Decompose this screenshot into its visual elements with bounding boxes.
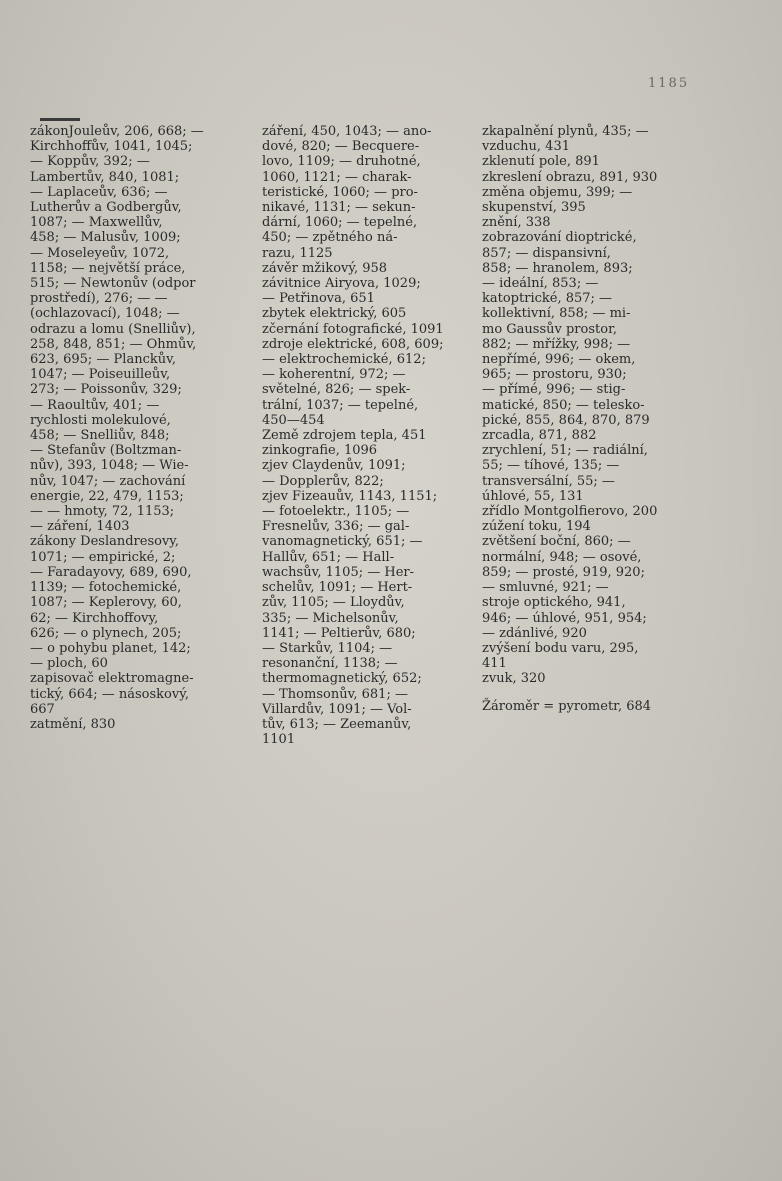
index-line: — záření, 1403: [30, 519, 130, 535]
index-line: Fresnelův, 336; — gal-: [262, 519, 410, 535]
index-line: zův, 1105; — Lloydův,: [262, 595, 405, 611]
index-line: zrychlení, 51; — radiální,: [482, 443, 648, 459]
index-line: nepřímé, 996; — okem,: [482, 352, 636, 368]
index-line: stroje optického, 941,: [482, 595, 626, 611]
index-line: odrazu a lomu (Snelliův),: [30, 321, 196, 337]
index-line: prostředí), 276; — —: [30, 291, 168, 307]
index-line: zapisovač elektromagne-: [30, 671, 194, 687]
index-line: dové, 820; — Becquere-: [262, 139, 420, 155]
index-line: — Faradayovy, 689, 690,: [30, 564, 192, 580]
index-line: Villardův, 1091; — Vol-: [262, 701, 412, 717]
printed-rule: [40, 118, 80, 121]
index-line: 858; — hranolem, 893;: [482, 260, 633, 276]
index-line: tický, 664; — násoskový,: [30, 686, 189, 702]
index-line: — Laplaceův, 636; —: [30, 184, 168, 200]
index-line: — Thomsonův, 681; —: [262, 686, 408, 702]
index-line: — Petřinova, 651: [262, 291, 375, 307]
index-line: Lambertův, 840, 1081;: [30, 169, 180, 185]
index-line: kollektivní, 858; — mi-: [482, 306, 631, 322]
index-line: 411: [482, 656, 507, 672]
index-line: nův, 1047; — zachování: [30, 473, 186, 489]
index-line: — přímé, 996; — stig-: [482, 382, 626, 398]
index-line: 458; — Malusův, 1009;: [30, 230, 181, 246]
index-line: 62; — Kirchhoffovy,: [30, 610, 159, 626]
index-line: — zdánlivé, 920: [482, 625, 587, 641]
index-line: pické, 855, 864, 870, 879: [482, 412, 650, 428]
index-line: závitnice Airyova, 1029;: [262, 276, 421, 292]
index-line: 857; — dispansivní,: [482, 245, 611, 261]
index-line: 626; — o plynech, 205;: [30, 625, 182, 641]
index-line: zčernání fotografické, 1091: [262, 321, 444, 337]
index-line: zatmění, 830: [30, 716, 116, 732]
index-line: razu, 1125: [262, 245, 333, 261]
index-column-2: [262, 124, 472, 747]
index-line: — Moseleyeův, 1072,: [30, 245, 170, 261]
index-line: zkreslení obrazu, 891, 930: [482, 169, 658, 185]
index-line: nův), 393, 1048; — Wie-: [30, 458, 189, 474]
index-line: dární, 1060; — tepelné,: [262, 215, 418, 231]
index-line: [482, 687, 690, 699]
index-line: zvuk, 320: [482, 671, 546, 687]
index-line: — Dopplerův, 822;: [262, 473, 384, 489]
index-line: — ploch, 60: [30, 656, 108, 672]
index-line: — elektrochemické, 612;: [262, 352, 426, 368]
index-line: katoptrické, 857; —: [482, 291, 613, 307]
index-line: Žároměr = pyrometr, 684: [482, 698, 652, 714]
index-line: vzduchu, 431: [482, 139, 570, 155]
index-line: 667: [30, 701, 55, 717]
index-line: matické, 850; — telesko-: [482, 397, 645, 413]
index-line: — Raoultův, 401; —: [30, 397, 160, 413]
index-column-3: [482, 124, 690, 714]
index-line: 859; — prosté, 919, 920;: [482, 564, 645, 580]
index-line: — Stefanův (Boltzman-: [30, 443, 182, 459]
index-line: wachsův, 1105; — Her-: [262, 564, 415, 580]
index-line: záření, 450, 1043; — ano-: [262, 124, 432, 139]
index-line: Hallův, 651; — Hall-: [262, 549, 395, 565]
index-line: změna objemu, 399; —: [482, 184, 633, 200]
index-line: 1158; — největší práce,: [30, 260, 186, 276]
index-line: 1060, 1121; — charak-: [262, 169, 412, 185]
index-line: transversální, 55; —: [482, 473, 615, 489]
index-line: thermomagnetický, 652;: [262, 671, 422, 687]
index-line: 273; — Poissonův, 329;: [30, 382, 182, 398]
index-line: závěr mžikový, 958: [262, 260, 388, 276]
index-line: energie, 22, 479, 1153;: [30, 488, 184, 504]
index-line: tův, 613; — Zeemanův,: [262, 716, 412, 732]
index-line: Lutherův a Godbergův,: [30, 200, 182, 216]
index-line: zřídlo Montgolfierovo, 200: [482, 504, 658, 520]
index-line: — Starkův, 1104; —: [262, 640, 393, 656]
index-line: — koherentní, 972; —: [262, 367, 406, 383]
index-line: zrcadla, 871, 882: [482, 428, 597, 444]
index-line: (ochlazovací), 1048; —: [30, 306, 180, 322]
index-line: lovo, 1109; — druhotné,: [262, 154, 421, 170]
index-line: 623, 695; — Planckův,: [30, 352, 177, 368]
index-line: 1047; — Poiseuilleův,: [30, 367, 171, 383]
index-line: resonanční, 1138; —: [262, 656, 398, 672]
index-line: 335; — Michelsonův,: [262, 610, 399, 626]
index-line: vanomagnetický, 651; —: [262, 534, 423, 550]
page-number: 1185: [648, 76, 690, 91]
index-line: — ideální, 853; —: [482, 276, 599, 292]
index-line: mo Gaussův prostor,: [482, 321, 617, 337]
index-line: Země zdrojem tepla, 451: [262, 428, 427, 444]
index-line: — smluvné, 921; —: [482, 580, 609, 596]
index-line: 258, 848, 851; — Ohmův,: [30, 336, 197, 352]
index-line: — — hmoty, 72, 1153;: [30, 504, 175, 520]
index-line: normální, 948; — osové,: [482, 549, 642, 565]
index-line: — fotoelektr., 1105; —: [262, 504, 410, 520]
index-line: zjev Claydenův, 1091;: [262, 458, 406, 474]
index-column-1: [30, 124, 252, 732]
index-line: — Koppův, 392; —: [30, 154, 150, 170]
index-line: 1087; — Keplerovy, 60,: [30, 595, 182, 611]
index-line: rychlosti molekulové,: [30, 412, 171, 428]
index-line: 458; — Snelliův, 848;: [30, 428, 170, 444]
index-line: 946; — úhlové, 951, 954;: [482, 610, 647, 626]
index-line: Kirchhoffův, 1041, 1045;: [30, 139, 193, 155]
index-line: zúžení toku, 194: [482, 519, 591, 535]
index-line: trální, 1037; — tepelné,: [262, 397, 419, 413]
index-line: 1071; — empirické, 2;: [30, 549, 176, 565]
index-line: zbytek elektrický, 605: [262, 306, 407, 322]
index-line: zdroje elektrické, 608, 609;: [262, 336, 444, 352]
index-line: 55; — tíhové, 135; —: [482, 458, 620, 474]
index-line: zobrazování dioptrické,: [482, 230, 637, 246]
index-line: 882; — mřížky, 998; —: [482, 336, 631, 352]
index-line: nikavé, 1131; — sekun-: [262, 200, 416, 216]
index-line: zjev Fizeauův, 1143, 1151;: [262, 488, 438, 504]
index-line: 1141; — Peltierův, 680;: [262, 625, 416, 641]
index-line: — o pohybu planet, 142;: [30, 640, 191, 656]
index-line: 515; — Newtonův (odpor: [30, 276, 196, 292]
index-line: teristické, 1060; — pro-: [262, 184, 418, 200]
index-line: 1101: [262, 732, 296, 748]
index-line: 1087; — Maxwellův,: [30, 215, 163, 231]
index-line: zákonJouleův, 206, 668; —: [30, 124, 204, 139]
index-line: zinkografie, 1096: [262, 443, 378, 459]
index-line: zkapalnění plynů, 435; —: [482, 124, 649, 139]
index-line: schelův, 1091; — Hert-: [262, 580, 413, 596]
index-line: zklenutí pole, 891: [482, 154, 600, 170]
index-line: 450—454: [262, 412, 325, 428]
index-line: 450; — zpětného ná-: [262, 230, 398, 246]
index-line: skupenství, 395: [482, 200, 586, 216]
index-line: 1139; — fotochemické,: [30, 580, 182, 596]
index-line: zákony Deslandresovy,: [30, 534, 180, 550]
index-line: úhlové, 55, 131: [482, 488, 584, 504]
index-line: znění, 338: [482, 215, 551, 231]
index-line: zvýšení bodu varu, 295,: [482, 640, 639, 656]
index-line: zvětšení boční, 860; —: [482, 534, 631, 550]
index-line: 965; — prostoru, 930;: [482, 367, 627, 383]
index-line: světelné, 826; — spek-: [262, 382, 411, 398]
